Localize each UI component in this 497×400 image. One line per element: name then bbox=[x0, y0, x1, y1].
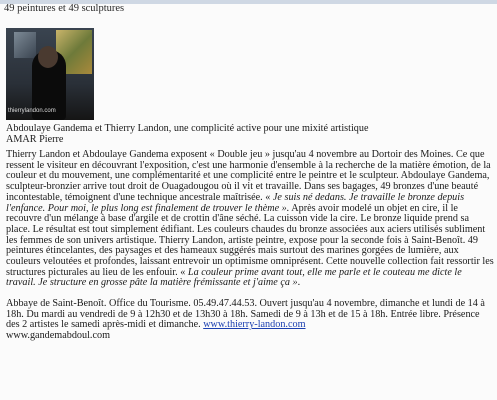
headline-counts: 49 peintures et 49 sculptures bbox=[4, 3, 125, 14]
article-text-1: Thierry Landon et Abdoulaye Gandema exposent « Double jeu » jusqu'au 4 novembre au Dortoir des Moines. Ce que ressent le visiteur en découvrant l'exposition, c'est une harmonie d'ensemble à la recherche de la matière émotion, de la couleur et du mouvement, une complémentarité et une complicité entre le peintre et le sculpteur. Abdoulaye Gandema, sculpteur-bronzier arrive tout droit de Ouagadougou où il vit et travaille. Dans ses bagages, 49 bronzes d'une beauté incontestable, témoignent d'une technique ancestrale maîtrisée. « bbox=[6, 149, 491, 203]
article-text-2: Après avoir modelé un objet en cire, il le recouvre d'un mélange à base d'argile et de crottin d'âne séché. La cuisson vide la cire. Le bronze liquide prend sa place. Le résultat est tout simplement édifiant. Les couleurs chaudes du bronze associées aux aciers utilisés subliment les femmes de son univers artistique. Thierry Landon, artiste peintre, expose pour la seconde fois à Saint-Benoît. 49 peintures étincelantes, des paysages et des hameaux suggérés mais surtout des marines gorgées de lumière, aux couleurs veloutées et profondes, laissant entrevoir un optimisme omniprésent. Cette nouvelle collection fait ressortir les structures picturales au lieu de les enfouir. « bbox=[6, 202, 494, 278]
photo-person-head bbox=[38, 46, 58, 68]
article-quote-1: Je suis né dedans. Je travaille le bronze depuis l'enfance. Pour moi, le plus long est finalement de trouver le thème ». bbox=[6, 191, 465, 214]
artists-photo bbox=[6, 28, 94, 120]
thierry-landon-link[interactable]: www.thierry-landon.com bbox=[203, 319, 306, 331]
practical-info bbox=[6, 299, 494, 342]
caption-line-2: AMAR Pierre bbox=[6, 133, 64, 145]
caption-line-1: Abdoulaye Gandema et Thierry Landon, une complicité active pour une mixité artistique bbox=[6, 123, 369, 134]
photo-caption bbox=[6, 124, 494, 145]
photo-watermark: thierrylandon.com bbox=[8, 108, 56, 114]
article-text-3: . bbox=[297, 277, 301, 289]
practical-info-paragraph bbox=[6, 299, 494, 342]
gandema-website: www.gandemabdoul.com bbox=[6, 330, 111, 342]
practical-info-text: Abbaye de Saint-Benoît. Office du Tourisme. 05.49.47.44.53. Ouvert jusqu'au 4 novembre, dimanche et lundi de 14 à 18h. Du mardi au vendredi de 9 à 12h30 et de 13h30 à 18h. Samedi de 9 à 13h et de 15 à 18h. Entrée libre. Présence des 2 artistes le samedi après-midi et dimanche. bbox=[6, 298, 485, 331]
article-paragraph bbox=[6, 150, 494, 289]
article-quote-2: La couleur prime avant tout, elle me parle et le couteau me dicte le travail. Je structure en grosse pâte la matière frémissante et j'aime ça » bbox=[6, 266, 462, 289]
article-body bbox=[6, 150, 494, 289]
photo-painting-left bbox=[14, 32, 36, 58]
